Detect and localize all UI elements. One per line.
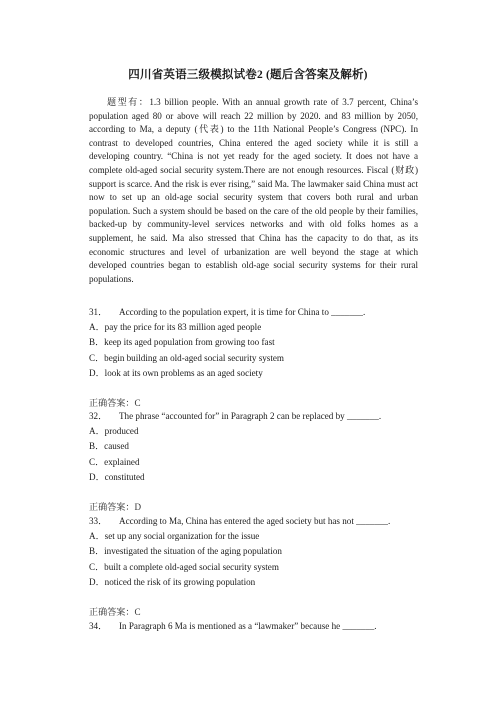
question-text: According to the population expert, it is time for China to _______.	[119, 307, 366, 317]
option-b: B．keep its aged population from growing too fast	[89, 337, 275, 348]
question-32	[89, 409, 429, 515]
reading-passage: 题型有：1.3 billion people. With an annual growth rate of 3.7 percent, China’s population aged 80 or above will reach 22 million by 2020. and 83 million by 2050, according to Ma, a deputy (代表) to the 11th National People’s Congress (NPC). In contrast to developed countries, China entered the aged society while it is still a developing country. “China is not yet ready for the aged society. It does not have a complete old-aged social security system.There are not enough resources. Fiscal (财政) support is scarce. And the risk is ever rising,” said Ma. The lawmaker said China must act now to set up an old-age social security system that covers both rural and urban population. Such a system should be based on the care of the old people by their families, backed-up by community-level services networks and with old folks homes as a supplement, he said. Ma also stressed that China has the capacity to do that, as its economic structures and level of urbanization are well beyond the stage at which developed countries began to establish old-age social security systems for their rural populations.	[89, 97, 418, 284]
option-a: A．set up any social organization for the issue	[89, 531, 260, 542]
question-33	[89, 514, 429, 620]
answer-key: 正确答案：D	[89, 502, 142, 513]
question-text: According to Ma, China has entered the aged society but has not _______.	[119, 516, 391, 526]
option-b: B．investigated the situation of the aging population	[89, 546, 282, 557]
question-34	[89, 619, 429, 634]
document-title: 四川省英语三级模拟试卷2 (题后含答案及解析)	[128, 69, 368, 81]
option-c: C．built a complete old-aged social security system	[89, 561, 279, 572]
question-stem	[89, 514, 429, 529]
option-c: C．begin building an old-aged social security system	[89, 352, 284, 363]
option-d: D．look at its own problems as an aged society	[89, 367, 263, 378]
option-b: B．caused	[89, 441, 129, 452]
question-number: 33．	[89, 516, 108, 526]
question-number: 32．	[89, 411, 108, 421]
option-a: A．pay the price for its 83 million aged people	[89, 322, 262, 333]
question-stem	[89, 409, 429, 424]
option-a: A．produced	[89, 426, 139, 437]
answer-key: 正确答案：C	[89, 607, 141, 618]
option-d: D．noticed the risk of its growing population	[89, 576, 256, 587]
answer-key: 正确答案：C	[89, 398, 141, 409]
option-d: D．constituted	[89, 471, 145, 482]
option-c: C．explained	[89, 456, 140, 467]
question-stem	[89, 305, 429, 320]
question-text: The phrase “accounted for” in Paragraph 2 can be replaced by _______.	[119, 411, 382, 421]
question-stem	[89, 619, 429, 634]
question-number: 34．	[89, 621, 108, 631]
question-31	[89, 305, 429, 411]
question-number: 31．	[89, 307, 108, 317]
question-text: In Paragraph 6 Ma is mentioned as a “lawmaker” because he _______.	[119, 621, 377, 631]
